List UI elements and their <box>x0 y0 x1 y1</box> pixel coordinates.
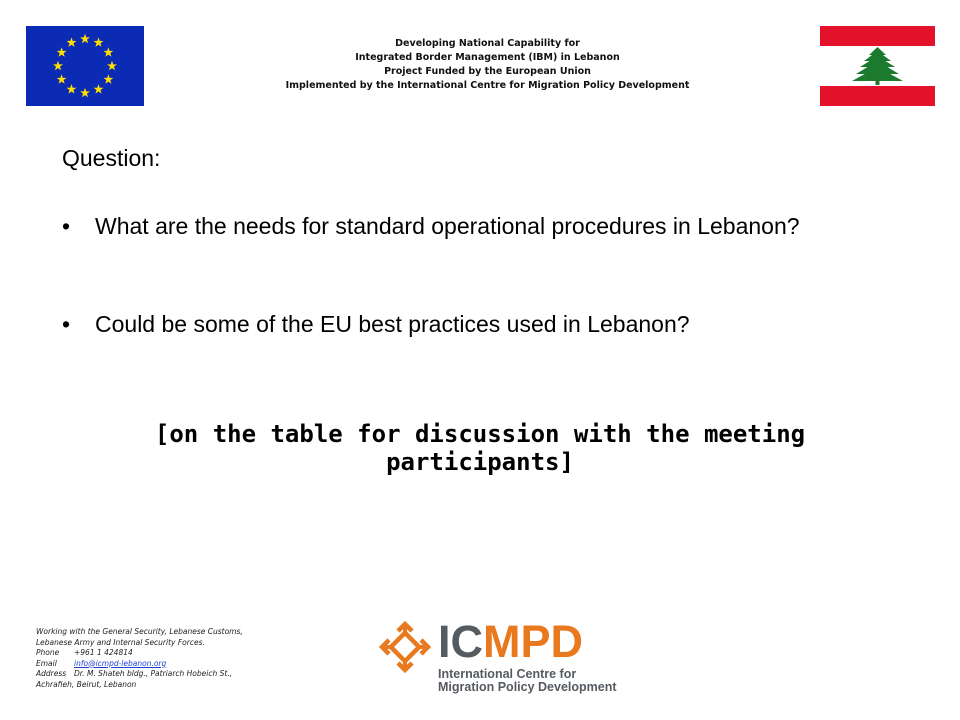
email-label: Email <box>36 658 57 668</box>
wordmark-mpd: MPD <box>483 616 583 667</box>
eu-star-icon <box>53 61 63 70</box>
icmpd-logo-icon <box>378 620 432 674</box>
wordmark-ic: IC <box>438 616 483 667</box>
header-line-3: Project Funded by the European Union <box>384 66 591 77</box>
eu-star-icon <box>107 61 117 70</box>
question-text: Could be some of the EU best practices used in Lebanon? <box>95 311 690 337</box>
eu-star-icon <box>57 47 67 56</box>
icmpd-wordmark <box>438 618 583 666</box>
header-line-4: Implemented by the International Centre for Migration Policy Development <box>285 80 690 91</box>
icmpd-fullname <box>438 668 617 694</box>
eu-star-icon <box>103 47 113 56</box>
bullet-icon: • <box>62 213 71 239</box>
eu-stars-icon <box>26 26 144 106</box>
contact-line: Lebanese Army and Internal Security Forces. <box>36 637 205 647</box>
project-header <box>250 37 725 93</box>
email-row <box>36 659 286 670</box>
header-line-2: Integrated Border Management (IBM) in Lebanon <box>355 52 620 63</box>
icmpd-fullname-line-2: Migration Policy Development <box>438 680 617 694</box>
address-line-2: Achrafieh, Beirut, Lebanon <box>36 679 137 689</box>
eu-star-icon <box>80 88 90 97</box>
email-link[interactable]: info@icmpd-lebanon.org <box>74 658 167 668</box>
contact-block <box>36 627 286 690</box>
address-text: Dr. M. Shateh bldg., Patriarch Hobeich St., <box>74 669 233 678</box>
icmpd-fullname-line-1: International Centre for <box>438 667 577 681</box>
eu-star-icon <box>67 37 77 46</box>
discussion-note: [on the table for discussion with the meeting participants] <box>154 420 806 476</box>
question-text: What are the needs for standard operational procedures in Lebanon? <box>95 213 800 239</box>
bullet-icon: • <box>62 311 71 337</box>
eu-star-icon <box>94 84 104 93</box>
phone-number: +961 1 424814 <box>74 648 133 657</box>
question-list <box>62 213 872 337</box>
eu-star-icon <box>103 74 113 83</box>
question-label: Question: <box>62 145 161 171</box>
address-label: Address <box>36 669 67 678</box>
cedar-tree-icon <box>820 26 935 106</box>
address-row <box>36 669 286 680</box>
lebanon-flag <box>820 26 935 106</box>
phone-row <box>36 648 286 659</box>
header-line-1: Developing National Capability for <box>395 38 580 49</box>
eu-star-icon <box>94 37 104 46</box>
eu-star-icon <box>67 84 77 93</box>
eu-star-icon <box>57 74 67 83</box>
eu-flag <box>26 26 144 106</box>
list-item <box>62 311 872 337</box>
eu-star-icon <box>80 34 90 43</box>
phone-label: Phone <box>36 648 60 657</box>
contact-line: Working with the General Security, Lebanese Customs, <box>36 627 243 636</box>
list-item <box>62 213 872 273</box>
